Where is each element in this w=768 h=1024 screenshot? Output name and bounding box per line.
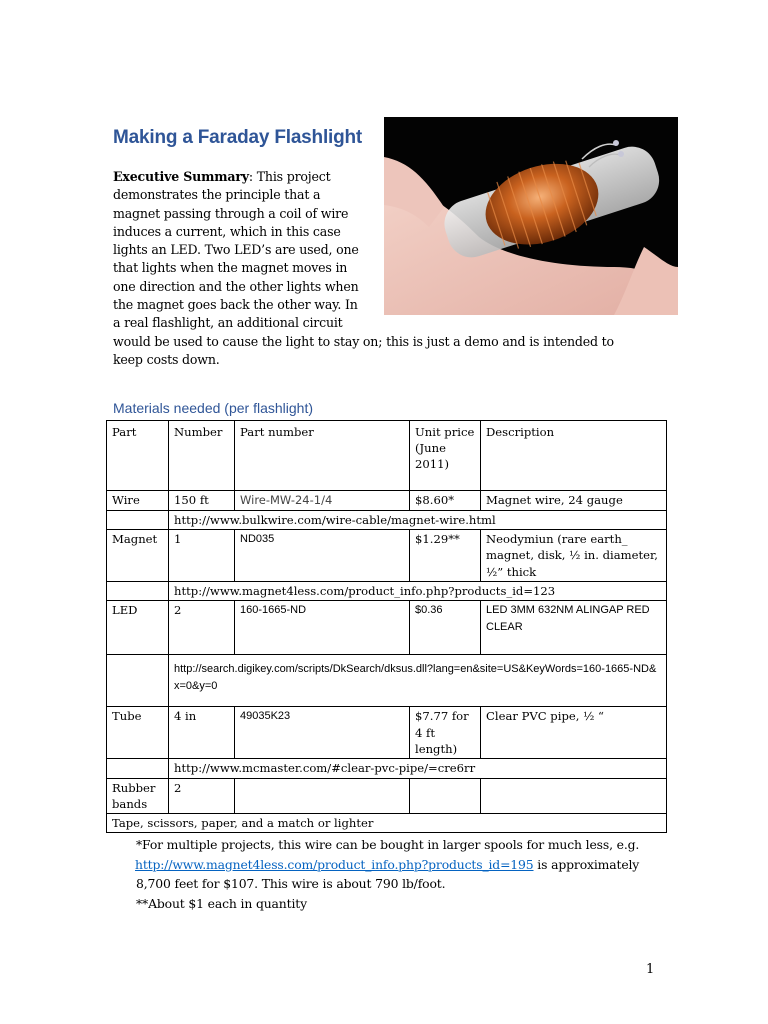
part-cell: Wire bbox=[107, 491, 169, 511]
table-row bbox=[107, 778, 667, 813]
part-cell: Tube bbox=[107, 707, 169, 759]
summary-line: induces a current, which in this case bbox=[113, 223, 341, 239]
part-cell: Magnet bbox=[107, 530, 169, 582]
summary-line: would be used to cause the light to stay on; this is just a demo and is intended to bbox=[113, 333, 614, 349]
source-link[interactable]: http://www.mcmaster.com/#clear-pvc-pipe/=cre6rr bbox=[169, 759, 667, 778]
footnote-line: 8,700 feet for $107. This wire is about 790 lb/foot. bbox=[136, 876, 446, 892]
price-cell: $0.36 bbox=[410, 601, 481, 655]
table-footer-row bbox=[107, 814, 667, 833]
empty-cell bbox=[107, 582, 169, 601]
table-header-row bbox=[107, 421, 667, 491]
column-header: Unit price (June 2011) bbox=[410, 421, 481, 491]
link-row bbox=[107, 759, 667, 778]
column-header: Part number bbox=[235, 421, 410, 491]
supplies-note: Tape, scissors, paper, and a match or lighter bbox=[107, 814, 667, 833]
empty-cell bbox=[107, 759, 169, 778]
description-cell: LED 3MM 632NM ALINGAP RED CLEAR bbox=[481, 601, 667, 655]
link-row bbox=[107, 582, 667, 601]
part-number-cell: 160-1665-ND bbox=[235, 601, 410, 655]
source-link[interactable]: http://www.magnet4less.com/product_info.php?products_id=123 bbox=[169, 582, 667, 601]
part-number-cell bbox=[235, 778, 410, 813]
footnote-line: *For multiple projects, this wire can be bought in larger spools for much less, e.g. bbox=[136, 837, 640, 852]
summary-line: keep costs down. bbox=[113, 351, 220, 367]
footnote-line: is approximately bbox=[533, 856, 640, 872]
table-row bbox=[107, 530, 667, 582]
summary-line: lights an LED. Two LED’s are used, one bbox=[113, 242, 359, 258]
column-header: Number bbox=[169, 421, 235, 491]
executive-summary bbox=[113, 168, 633, 369]
price-cell: $1.29** bbox=[410, 530, 481, 582]
price-cell: $8.60* bbox=[410, 491, 481, 511]
table-row bbox=[107, 491, 667, 511]
magnet4less-link[interactable]: http://www.magnet4less.com/product_info.php?products_id=195 bbox=[135, 856, 534, 872]
number-cell: 150 ft bbox=[169, 491, 235, 511]
document-title: Making a Faraday Flashlight bbox=[113, 127, 363, 148]
summary-line: a real flashlight, an additional circuit bbox=[113, 315, 343, 331]
summary-line: demonstrates the principle that a bbox=[113, 187, 321, 203]
summary-line: that lights when the magnet moves in bbox=[113, 260, 348, 276]
description-cell: Magnet wire, 24 gauge bbox=[481, 491, 667, 511]
number-cell: 2 bbox=[169, 601, 235, 655]
number-cell: 2 bbox=[169, 778, 235, 813]
number-cell: 4 in bbox=[169, 707, 235, 759]
column-header: Part bbox=[107, 421, 169, 491]
materials-table bbox=[106, 420, 667, 833]
part-cell: LED bbox=[107, 601, 169, 655]
summary-line: one direction and the other lights when bbox=[113, 278, 359, 294]
price-cell bbox=[410, 778, 481, 813]
link-row bbox=[107, 655, 667, 707]
description-cell: Clear PVC pipe, ½ “ bbox=[481, 707, 667, 759]
footnote-line: **About $1 each in quantity bbox=[136, 895, 307, 911]
part-number-cell: 49035K23 bbox=[235, 707, 410, 759]
materials-heading: Materials needed (per flashlight) bbox=[113, 400, 313, 416]
part-cell: Rubber bands bbox=[107, 778, 169, 813]
table-row bbox=[107, 601, 667, 655]
description-cell bbox=[481, 778, 667, 813]
footnotes bbox=[136, 835, 676, 913]
executive-summary-label: Executive Summary bbox=[113, 169, 249, 184]
summary-line: magnet passing through a coil of wire bbox=[113, 205, 349, 221]
number-cell: 1 bbox=[169, 530, 235, 582]
page-number: 1 bbox=[646, 962, 655, 977]
table-row bbox=[107, 707, 667, 759]
part-number-cell: ND035 bbox=[235, 530, 410, 582]
summary-line: : This project bbox=[248, 169, 331, 184]
description-cell: Neodymiun (rare earth_ magnet, disk, ½ in. diameter, ½” thick bbox=[481, 530, 667, 582]
link-row bbox=[107, 511, 667, 530]
source-link[interactable]: http://search.digikey.com/scripts/DkSearch/dksus.dll?lang=en&site=US&KeyWords=160-1665-ND&x=0&y=0 bbox=[169, 655, 667, 707]
column-header: Description bbox=[481, 421, 667, 491]
source-link[interactable]: http://www.bulkwire.com/wire-cable/magnet-wire.html bbox=[169, 511, 667, 530]
empty-cell bbox=[107, 511, 169, 530]
empty-cell bbox=[107, 655, 169, 707]
price-cell: $7.77 for 4 ft length) bbox=[410, 707, 481, 759]
part-number-cell: Wire-MW-24-1/4 bbox=[235, 491, 410, 511]
summary-line: the magnet goes back the other way. In bbox=[113, 297, 358, 313]
